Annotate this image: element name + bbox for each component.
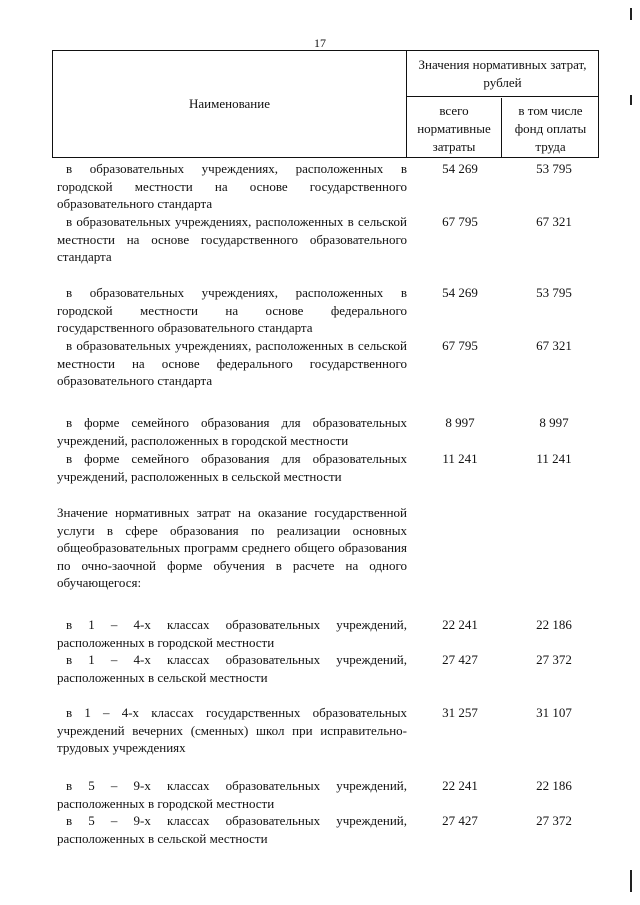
- row-text: в 1 – 4-х классах образовательных учреждений, расположенных в сельской местности: [57, 652, 407, 685]
- row-wage: 8 997: [539, 415, 569, 430]
- header-total: всего нормативные затраты: [407, 98, 502, 157]
- header-values-group: Значения нормативных затрат, рублей: [407, 51, 598, 97]
- row-wage: 22 186: [536, 778, 572, 793]
- row-wage: 11 241: [536, 451, 572, 466]
- header-wage-fund: в том числе фонд оплаты труда: [514, 103, 587, 154]
- row-wage: 22 186: [536, 617, 572, 632]
- row-total: 22 241: [442, 617, 478, 632]
- row-text: в 5 – 9-х классах образовательных учреждений, расположенных в городской местности: [57, 778, 407, 811]
- row-total: 8 997: [445, 415, 475, 430]
- section-heading-text: Значение нормативных затрат на оказание государственной услуги в сфере образования по реализации основных общеобразовательных программ среднего общего образования по очно-заочной форме обучения в расчете на одного обучающегося:: [57, 505, 407, 591]
- row-text: в образовательных учреждениях, расположенных в городской местности на основе государственного образовательного стандарта: [57, 161, 407, 212]
- scan-edge-mark: [630, 95, 632, 105]
- row-wage: 53 795: [536, 285, 572, 300]
- row-total: 31 257: [442, 705, 478, 720]
- row-text: в форме семейного образования для образовательных учреждений, расположенных в городской местности: [57, 415, 407, 448]
- row-total: 54 269: [442, 285, 478, 300]
- row-total: 67 795: [442, 214, 478, 229]
- row-wage: 27 372: [536, 813, 572, 828]
- row-text: в форме семейного образования для образовательных учреждений, расположенных в сельской местности: [57, 451, 407, 484]
- row-total: 22 241: [442, 778, 478, 793]
- table-header: [52, 50, 599, 158]
- row-text: в образовательных учреждениях, расположенных в сельской местности на основе государственного образовательного стандарта: [57, 214, 407, 265]
- row-wage: 67 321: [536, 214, 572, 229]
- row-text: в 1 – 4-х классах государственных образовательных учреждений вечерних (сменных) школ при исправительно-трудовых учреждениях: [57, 705, 407, 756]
- row-total: 27 427: [442, 813, 478, 828]
- scan-edge-mark: [630, 8, 632, 20]
- row-total: 27 427: [442, 652, 478, 667]
- row-wage: 27 372: [536, 652, 572, 667]
- row-text: в образовательных учреждениях, расположенных в городской местности на основе федерального государственного образовательного стандарта: [57, 285, 407, 336]
- row-wage: 53 795: [536, 161, 572, 176]
- row-total: 54 269: [442, 161, 478, 176]
- row-text: в 5 – 9-х классах образовательных учреждений, расположенных в сельской местности: [57, 813, 407, 846]
- page-number: 17: [314, 36, 326, 50]
- header-name: Наименование: [53, 51, 407, 157]
- row-wage: 31 107: [536, 705, 572, 720]
- row-total: 11 241: [442, 451, 478, 466]
- row-text: в образовательных учреждениях, расположенных в сельской местности на основе федерального государственного образовательного стандарта: [57, 338, 407, 389]
- scan-edge-mark: [630, 870, 632, 892]
- row-total: 67 795: [442, 338, 478, 353]
- row-text: в 1 – 4-х классах образовательных учреждений, расположенных в городской местности: [57, 617, 407, 650]
- row-wage: 67 321: [536, 338, 572, 353]
